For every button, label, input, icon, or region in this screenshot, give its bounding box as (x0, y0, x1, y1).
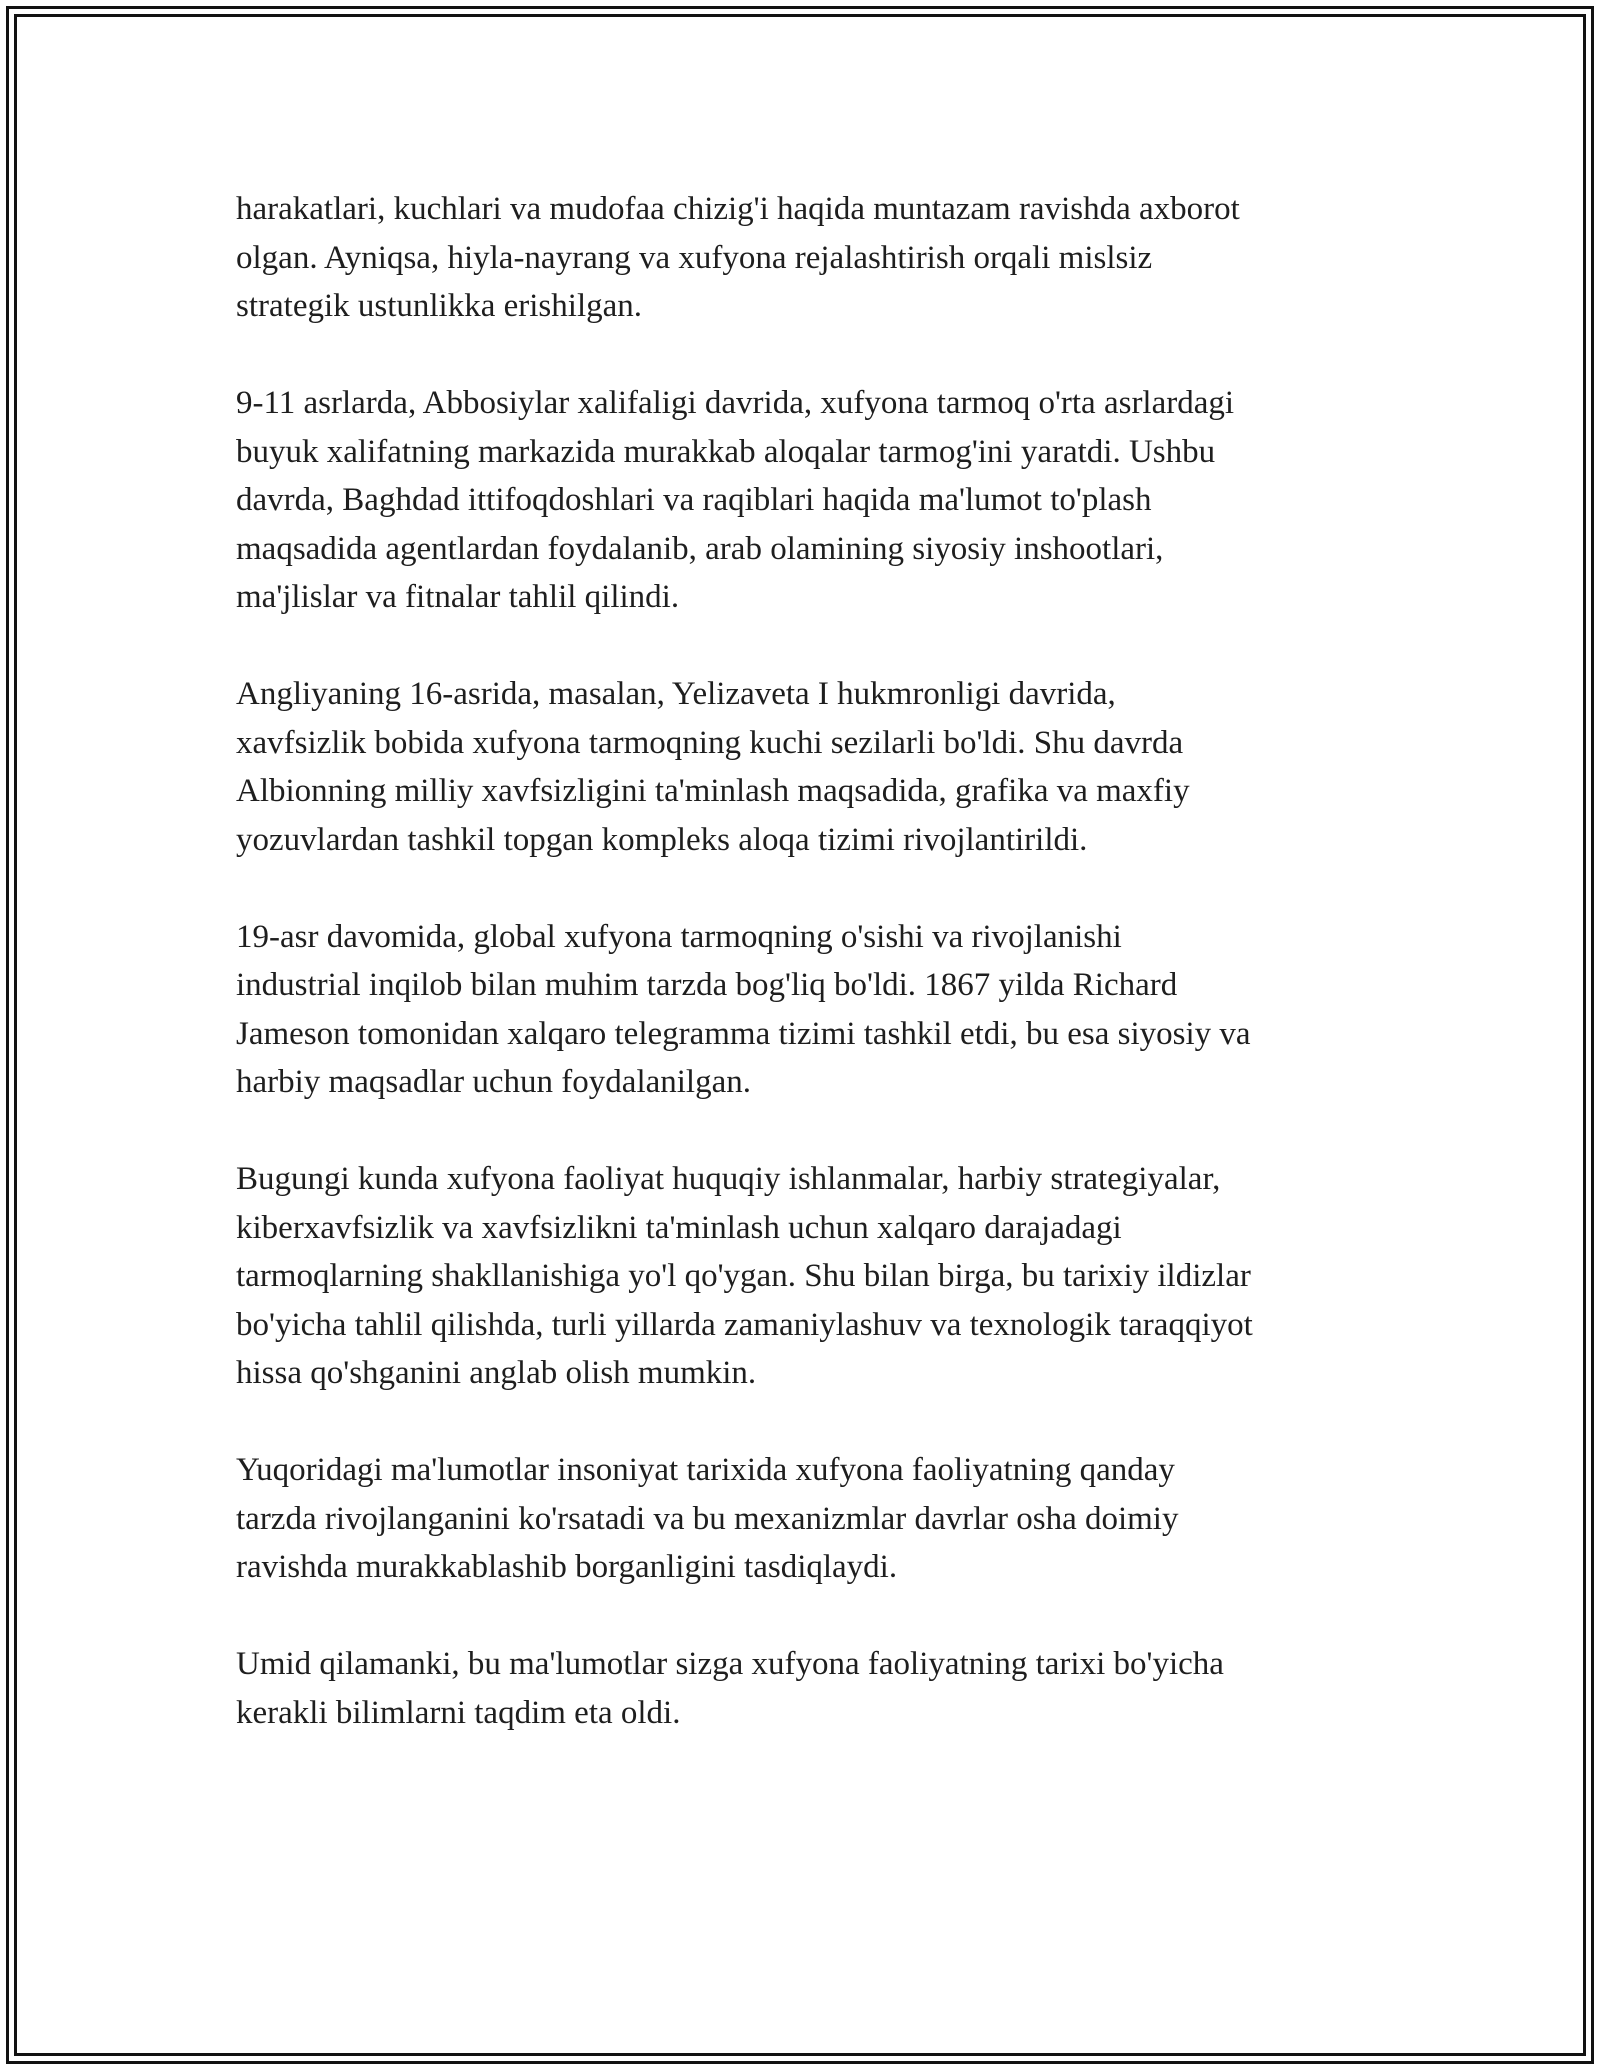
text-line: 19-asr davomida, global xufyona tarmoqning o'sishi va rivojlanishi (236, 918, 1122, 955)
text-line: Yuqoridagi ma'lumotlar insoniyat tarixida xufyona faoliyatning qanday (236, 1452, 1175, 1488)
text-line: strategik ustunlikka erishilgan. (236, 288, 643, 324)
text-line: harakatlari, kuchlari va mudofaa chizig'i haqida muntazam ravishda axborot (236, 191, 1240, 227)
text-line: tarzda rivojlanganini ko'rsatadi va bu mexanizmlar davrlar osha doimiy (236, 1500, 1179, 1537)
document-body (236, 185, 1376, 1786)
paragraph (236, 1446, 1376, 1592)
text-line: xavfsizlik bobida xufyona tarmoqning kuchi sezilarli bo'ldi. Shu davrda (236, 724, 1184, 761)
text-line: Albionning milliy xavfsizligini ta'minlash maqsadida, grafika va maxfiy (236, 773, 1190, 809)
text-line: maqsadida agentlardan foydalanib, arab olamining siyosiy inshootlari, (236, 530, 1164, 567)
paragraph (236, 913, 1376, 1107)
text-line: industrial inqilob bilan muhim tarzda bog'liq bo'ldi. 1867 yilda Richard (236, 967, 1178, 1003)
paragraph (236, 379, 1376, 622)
text-line: yozuvlardan tashkil topgan kompleks aloqa tizimi rivojlantirildi. (236, 821, 1088, 858)
paragraph (236, 185, 1376, 331)
text-line: Angliyaning 16-asrida, masalan, Yelizaveta I hukmronligi davrida, (236, 676, 1116, 712)
text-line: Jameson tomonidan xalqaro telegramma tizimi tashkil etdi, bu esa siyosiy va (236, 1015, 1251, 1052)
text-line: buyuk xalifatning markazida murakkab aloqalar tarmog'ini yaratdi. Ushbu (236, 433, 1216, 470)
text-line: olgan. Ayniqsa, hiyla-nayrang va xufyona rejalashtirish orqali mislsiz (236, 239, 1153, 276)
text-line: ma'jlislar va fitnalar tahlil qilindi. (236, 579, 680, 615)
text-line: kerakli bilimlarni taqdim eta oldi. (236, 1694, 681, 1731)
text-line: hissa qo'shganini anglab olish mumkin. (236, 1355, 757, 1391)
text-line: davrda, Baghdad ittifoqdoshlari va raqiblari haqida ma'lumot to'plash (236, 482, 1152, 518)
text-line: Umid qilamanki, bu ma'lumotlar sizga xufyona faoliyatning tarixi bo'yicha (236, 1646, 1224, 1682)
text-line: kiberxavfsizlik va xavfsizlikni ta'minlash uchun xalqaro darajadagi (236, 1209, 1122, 1246)
paragraph (236, 1155, 1376, 1398)
text-line: ravishda murakkablashib borganligini tasdiqlaydi. (236, 1549, 898, 1585)
text-line: Bugungi kunda xufyona faoliyat huquqiy ishlanmalar, harbiy strategiyalar, (236, 1161, 1221, 1197)
text-line: 9-11 asrlarda, Abbosiylar xalifaligi davrida, xufyona tarmoq o'rta asrlardagi (236, 385, 1235, 421)
paragraph (236, 670, 1376, 864)
text-line: tarmoqlarning shakllanishiga yo'l qo'ygan. Shu bilan birga, bu tarixiy ildizlar (236, 1258, 1251, 1294)
text-line: bo'yicha tahlil qilishda, turli yillarda zamaniylashuv va texnologik taraqqiyot (236, 1306, 1253, 1343)
paragraph (236, 1640, 1376, 1737)
text-line: harbiy maqsadlar uchun foydalanilgan. (236, 1064, 751, 1100)
